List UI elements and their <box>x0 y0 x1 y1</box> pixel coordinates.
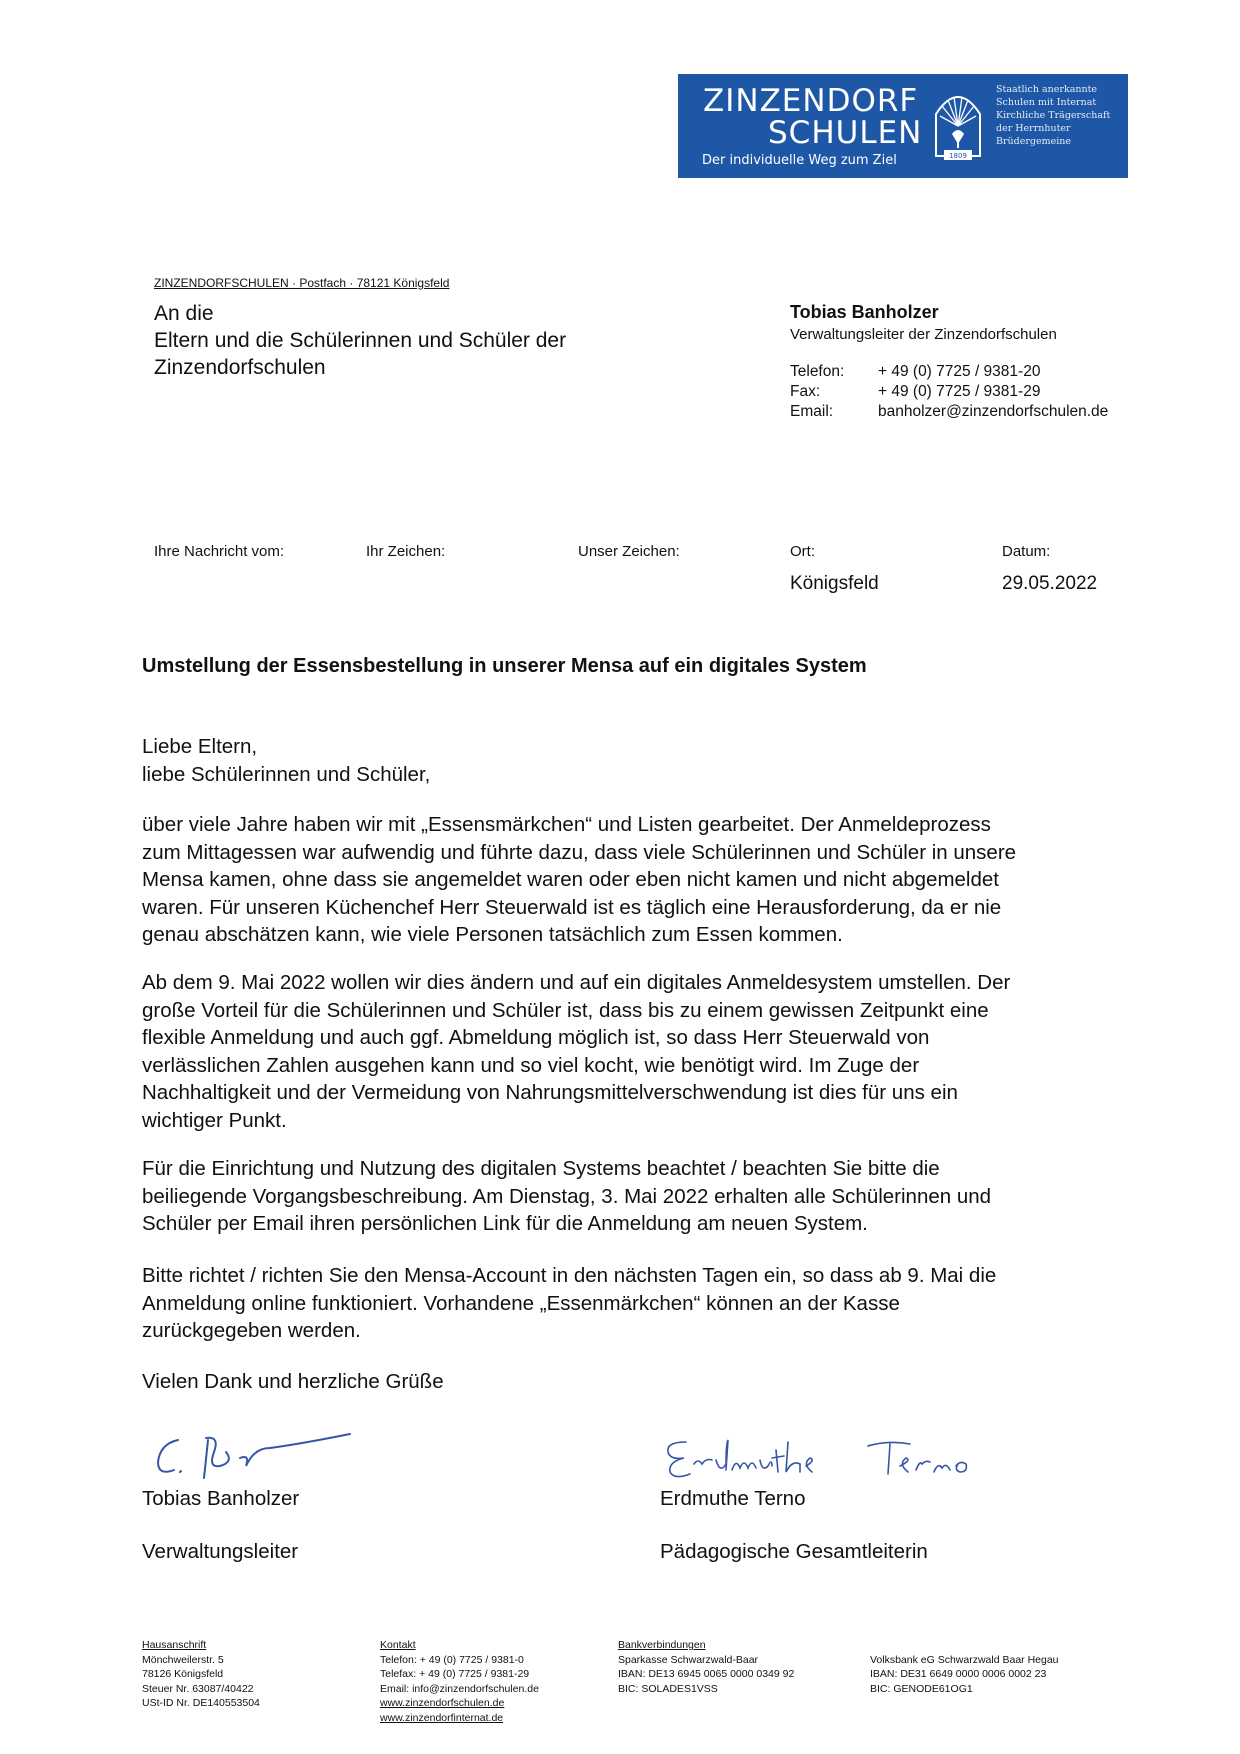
your-sign-label: Ihr Zeichen: <box>366 543 446 560</box>
body-line: zum Mittagessen war aufwendig und führte dazu, dass viele Schülerinnen und Schüler in unsere <box>142 840 1017 864</box>
your-message-label: Ihre Nachricht vom: <box>154 543 285 560</box>
footer-contact <box>380 1638 539 1725</box>
sender-return-address: ZINZENDORFSCHULEN · Postfach · 78121 Königsfeld <box>154 276 450 290</box>
contact-role: Verwaltungsleiter der Zinzendorfschulen <box>790 326 1057 343</box>
body-line: Schüler per Email ihren persönlichen Link für die Anmeldung am neuen System. <box>142 1212 868 1235</box>
signer-left-role: Verwaltungsleiter <box>142 1540 299 1563</box>
body-line: Mensa kamen, ohne dass sie angemeldet waren oder eben nicht kamen und nicht abgemeldet <box>142 868 999 891</box>
phone-value: + 49 (0) 7725 / 9381-20 <box>878 363 1041 380</box>
contact-name: Tobias Banholzer <box>790 302 939 322</box>
footer-line: Telefon: + 49 (0) 7725 / 9381-0 <box>380 1653 524 1666</box>
footer-line: 78126 Königsfeld <box>142 1668 224 1680</box>
body-line: genau abschätzen kann, wie viele Personen tatsächlich zum Essen kommen. <box>142 923 843 946</box>
phone-label: Telefon: <box>790 363 845 380</box>
date-label: Datum: <box>1002 543 1051 560</box>
email-label: Email: <box>790 403 834 420</box>
paragraph-4 <box>142 1262 1132 1345</box>
signer-right-role: Pädagogische Gesamtleiterin <box>660 1540 928 1563</box>
footer-line: BIC: SOLADES1VSS <box>618 1682 718 1695</box>
body-line: wichtiger Punkt. <box>142 1108 287 1132</box>
logo-name-line2: SCHULEN <box>768 115 923 151</box>
body-line: über viele Jahre haben wir mit „Essensmärkchen“ und Listen gearbeitet. Der Anmeldeprozess <box>142 813 991 836</box>
date-value: 29.05.2022 <box>1002 573 1098 594</box>
footer-line: IBAN: DE13 6945 0065 0000 0349 92 <box>618 1668 795 1680</box>
fax-value: + 49 (0) 7725 / 9381-29 <box>878 383 1041 400</box>
logo-side-line: Kirchliche Trägerschaft <box>996 110 1111 121</box>
body-line: Ab dem 9. Mai 2022 wollen wir dies ändern und auf ein digitales Anmeldesystem umstellen. Der <box>142 971 1011 994</box>
paragraph-1 <box>142 811 1132 949</box>
body-line: Anmeldung online funktioniert. Vorhandene „Essenmärkchen“ können an der Kasse <box>142 1291 900 1315</box>
recipient-line: Zinzendorfschulen <box>154 356 326 379</box>
recipient-line: An die <box>154 302 214 325</box>
footer-website-link[interactable]: www.zinzendorfinternat.de <box>380 1711 504 1724</box>
salutation-line: Liebe Eltern, <box>142 735 258 758</box>
signature-terno <box>660 1430 1010 1490</box>
signer-left-name: Tobias Banholzer <box>142 1487 300 1510</box>
footer-line: Steuer Nr. 63087/40422 <box>142 1682 254 1695</box>
logo-name-line1: ZINZENDORF <box>703 83 919 119</box>
fax-label: Fax: <box>790 383 821 400</box>
body-line: waren. Für unseren Küchenchef Herr Steuerwald ist es täglich eine Herausforderung, da er nie <box>142 895 1002 919</box>
paragraph-3 <box>142 1155 1132 1238</box>
closing: Vielen Dank und herzliche Grüße <box>142 1370 444 1393</box>
footer-bank-2 <box>870 1653 1059 1697</box>
footer-line: Email: info@zinzendorfschulen.de <box>380 1682 539 1695</box>
body-line: große Vorteil für die Schülerinnen und Schüler ist, dass bis zu einem gewissen Zeitpunkt eine <box>142 998 989 1022</box>
footer-line: Sparkasse Schwarzwald-Baar <box>618 1653 759 1666</box>
body-line: verlässlichen Zahlen ausgehen kann und so viel kocht, wie benötigt wird. Im Zuge der <box>142 1053 920 1077</box>
place-label: Ort: <box>790 543 815 560</box>
signature-banholzer <box>150 1418 370 1488</box>
footer-line: USt-ID Nr. DE140553504 <box>142 1697 260 1709</box>
body-line: Nachhaltigkeit und der Vermeidung von Nahrungsmittelverschwendung ist dies für uns ein <box>142 1081 958 1104</box>
footer-line: BIC: GENODE61OG1 <box>870 1682 973 1695</box>
footer-line: Telefax: + 49 (0) 7725 / 9381-29 <box>380 1668 530 1680</box>
logo-side-line: Staatlich anerkannte <box>996 84 1098 95</box>
recipient-line: Eltern und die Schülerinnen und Schüler der <box>154 329 567 352</box>
footer-line: Mönchweilerstr. 5 <box>142 1653 224 1666</box>
body-line: Für die Einrichtung und Nutzung des digitalen Systems beachtet / beachten Sie bitte die <box>142 1157 940 1180</box>
logo-side-line: Brüdergemeine <box>996 136 1071 147</box>
footer-website-link[interactable]: www.zinzendorfschulen.de <box>380 1697 505 1709</box>
body-line: zurückgegeben werden. <box>142 1319 361 1342</box>
logo-tagline: Der individuelle Weg zum Ziel <box>702 153 897 168</box>
footer-contact-heading: Kontakt <box>380 1639 416 1651</box>
logo-side-text <box>996 83 1110 148</box>
body-line: beiliegende Vorgangsbeschreibung. Am Dienstag, 3. Mai 2022 erhalten alle Schülerinnen und <box>142 1184 992 1208</box>
salutation-line: liebe Schülerinnen und Schüler, <box>142 762 431 786</box>
email-value: banholzer@zinzendorfschulen.de <box>878 403 1109 420</box>
footer-address-heading: Hausanschrift <box>142 1639 207 1651</box>
body-line: Bitte richtet / richten Sie den Mensa-Account in den nächsten Tagen ein, so dass ab 9. Mai die <box>142 1264 997 1287</box>
body-line: flexible Anmeldung und auch ggf. Abmeldung möglich ist, so dass Herr Steuerwald von <box>142 1026 930 1049</box>
logo-side-line: der Herrnhuter <box>996 123 1071 134</box>
logo-year: 1809 <box>949 152 967 160</box>
logo-side-line: Schulen mit Internat <box>996 97 1097 108</box>
footer-bank-heading: Bankverbindungen <box>618 1639 706 1651</box>
sunburst-emblem-icon <box>932 86 984 162</box>
salutation <box>142 733 1132 788</box>
footer-line: Volksbank eG Schwarzwald Baar Hegau <box>870 1653 1059 1666</box>
school-logo <box>678 74 1128 178</box>
paragraph-2 <box>142 969 1132 1134</box>
footer-address <box>142 1638 260 1711</box>
place-value: Königsfeld <box>790 573 879 594</box>
footer-line: IBAN: DE31 6649 0000 0006 0002 23 <box>870 1668 1047 1680</box>
signer-right-name: Erdmuthe Terno <box>660 1487 806 1510</box>
our-sign-label: Unser Zeichen: <box>578 543 680 560</box>
recipient-address <box>154 300 566 381</box>
footer-bank-1 <box>618 1638 794 1696</box>
letter-subject: Umstellung der Essensbestellung in unserer Mensa auf ein digitales System <box>142 655 867 677</box>
